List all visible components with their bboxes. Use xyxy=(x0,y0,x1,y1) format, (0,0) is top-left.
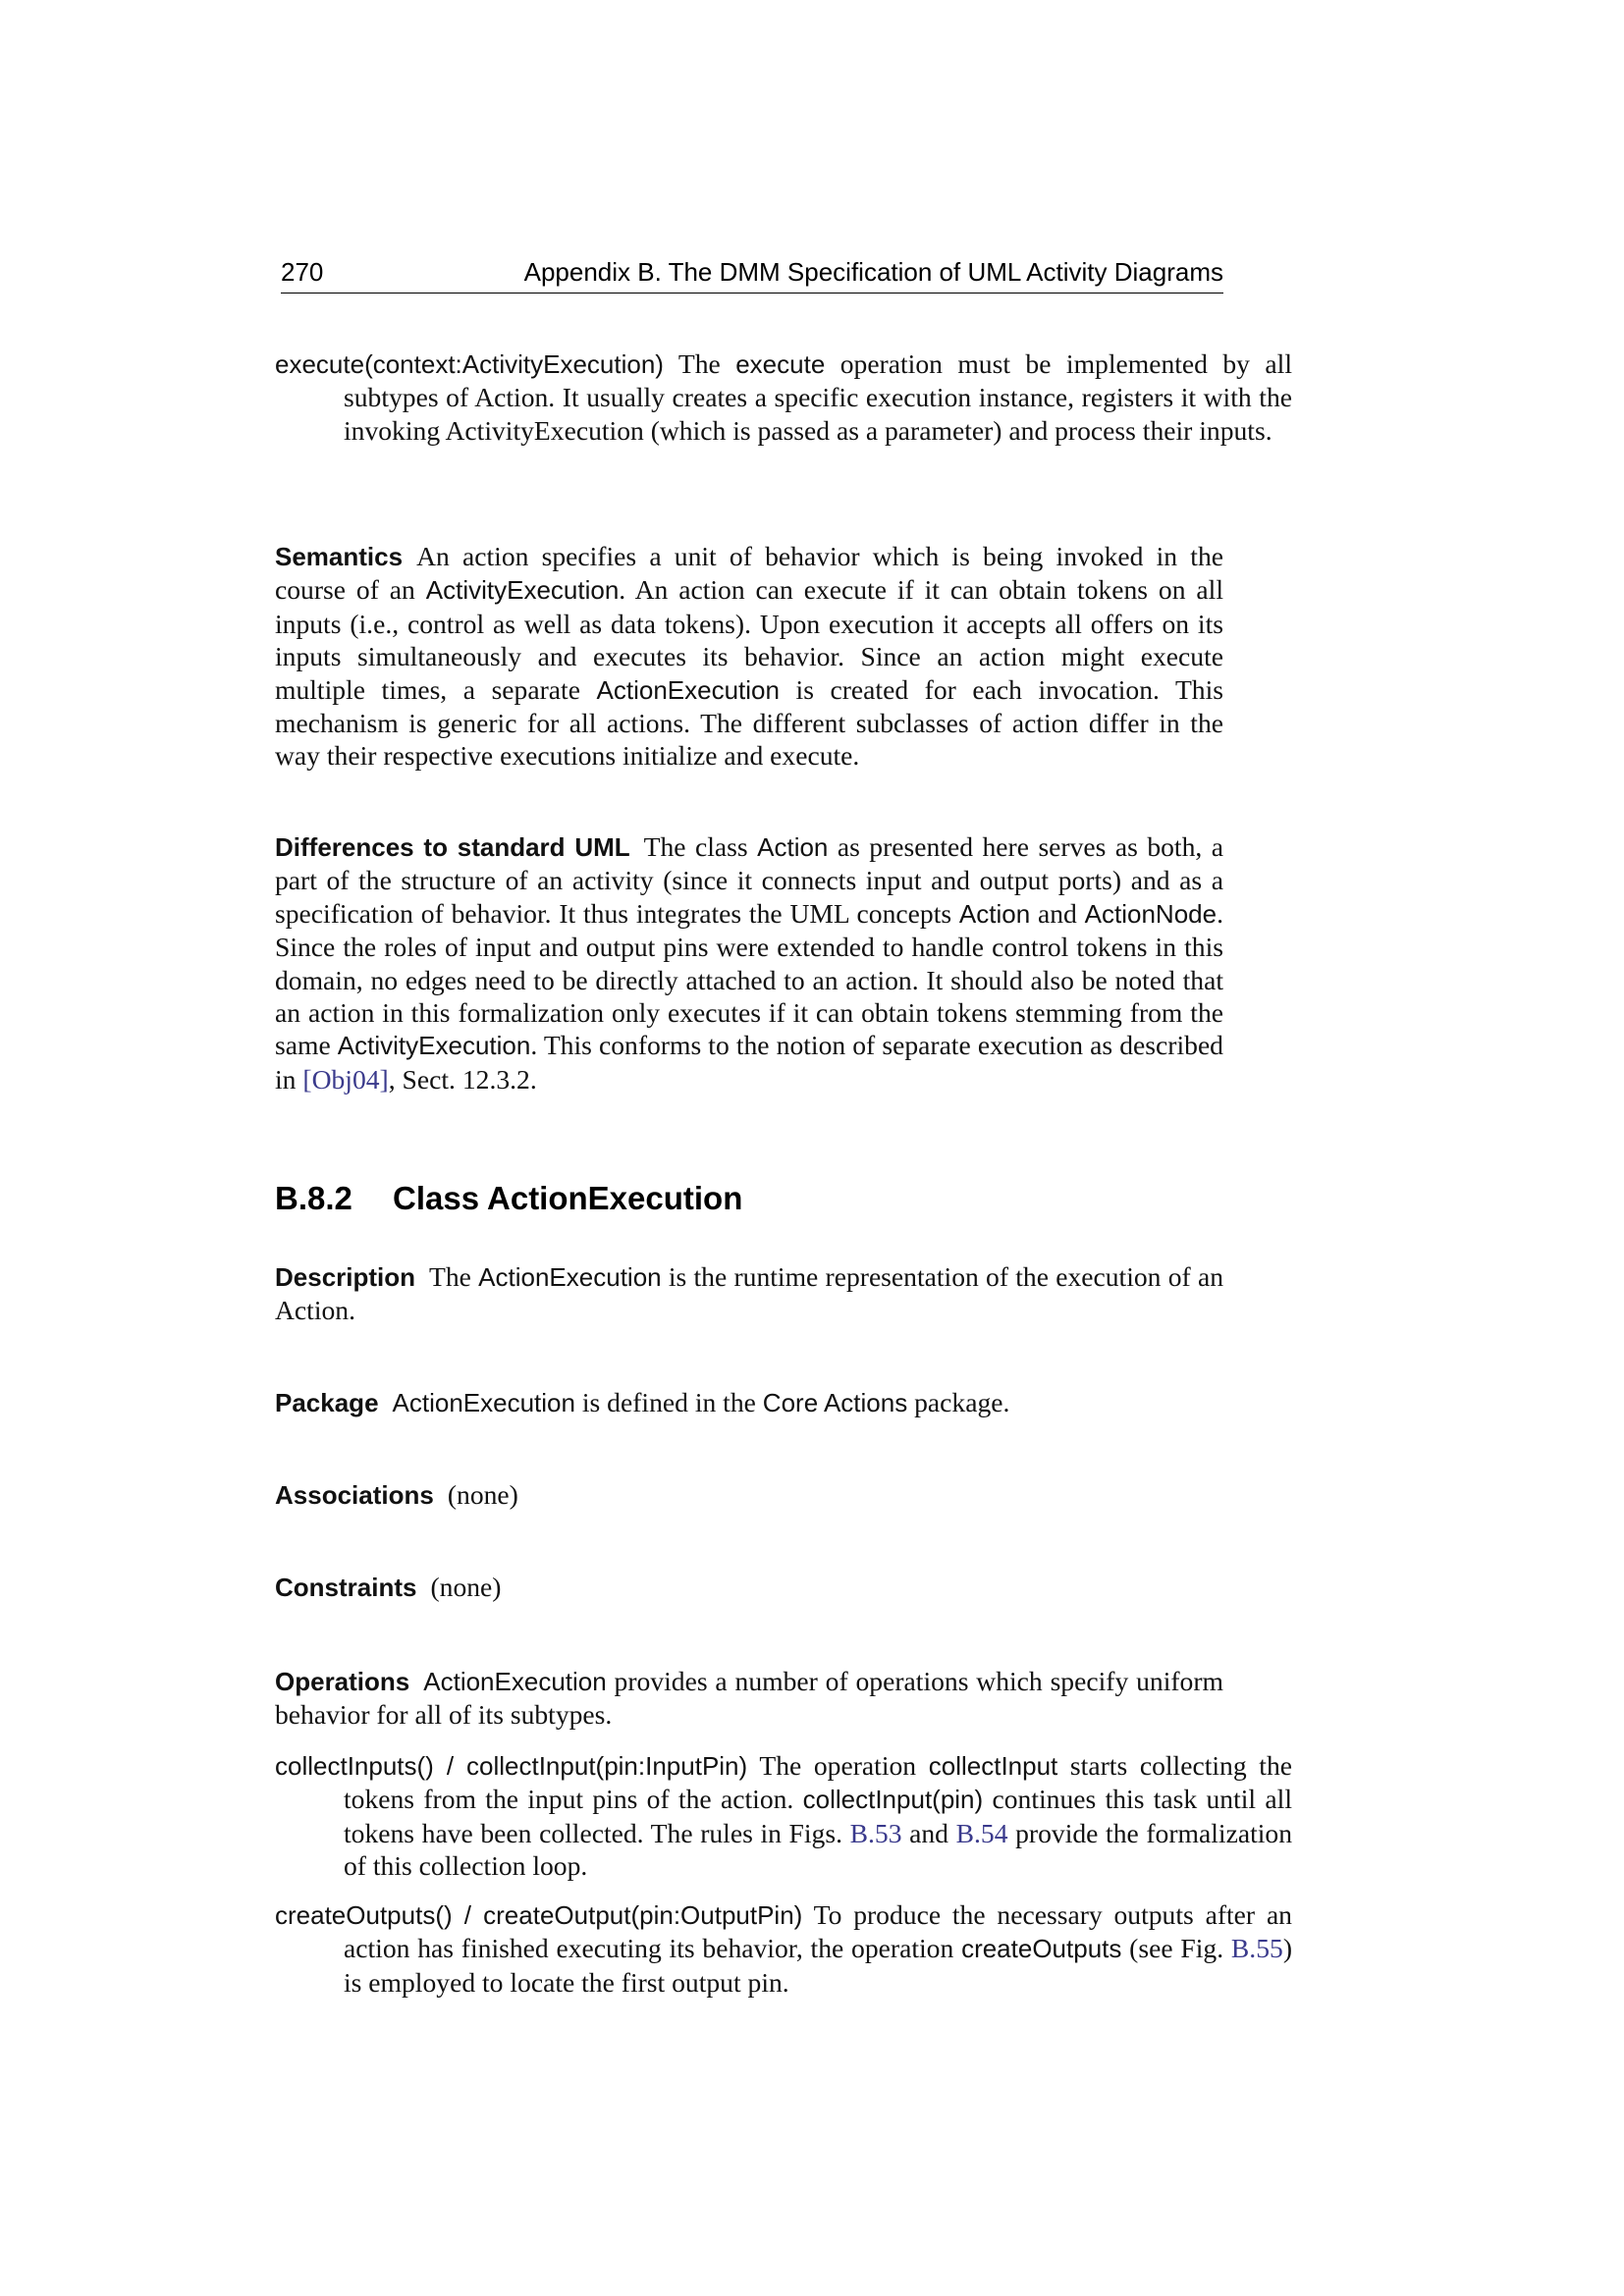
associations-paragraph: Associations (none) xyxy=(275,1479,518,1510)
operation-signature: collectInputs() / collectInput(pin:InputPin) xyxy=(275,1751,748,1781)
section-number: B.8.2 xyxy=(275,1180,352,1216)
running-title: Appendix B. The DMM Specification of UML Activity Diagrams xyxy=(523,257,1223,287)
associations-heading: Associations xyxy=(275,1480,434,1510)
operation-signature: createOutputs() / createOutput(pin:OutputPin) xyxy=(275,1900,803,1930)
figure-link-b53[interactable]: B.53 xyxy=(849,1817,902,1848)
figure-link-b54[interactable]: B.54 xyxy=(955,1817,1008,1848)
running-header xyxy=(281,257,1223,294)
operation-collect-inputs: collectInputs() / collectInput(pin:InputPin) The operation collectInput starts collecting the tokens from the input pins of the action. collectInput(pin) continues this task until all tokens have been collected. The rules in Figs. B.53 and B.54 provide the formalization of this collection loop. xyxy=(275,1750,1292,1882)
description-heading: Description xyxy=(275,1262,416,1292)
section-title: Class ActionExecution xyxy=(393,1180,743,1216)
package-heading: Package xyxy=(275,1388,379,1417)
semantics-heading: Semantics xyxy=(275,542,404,571)
differences-heading: Differences to standard UML xyxy=(275,832,630,862)
operations-heading: Operations xyxy=(275,1667,410,1696)
constraints-heading: Constraints xyxy=(275,1573,417,1602)
operations-paragraph: Operations ActionExecution provides a number of operations which specify uniform behavior for all of its subtypes. xyxy=(275,1666,1223,1731)
page-number: 270 xyxy=(281,257,324,287)
figure-link-b55[interactable]: B.55 xyxy=(1230,1933,1283,1964)
package-paragraph: Package ActionExecution is defined in the Core Actions package. xyxy=(275,1387,1010,1417)
constraints-paragraph: Constraints (none) xyxy=(275,1572,502,1602)
operation-execute: execute(context:ActivityExecution) The execute operation must be implemented by all subtypes of Action. It usually creates a specific execution instance, registers it with the invoking ActivityExecution (which is passed as a parameter) and process their inputs. xyxy=(275,348,1292,446)
operation-create-outputs: createOutputs() / createOutput(pin:OutputPin) To produce the necessary outputs after an action has finished executing its behavior, the operation createOutputs (see Fig. B.55) is employed to locate the first output pin. xyxy=(275,1899,1293,1998)
semantics-paragraph: Semantics An action specifies a unit of behavior which is being invoked in the course of an ActivityExecution. An action can execute if it can obtain tokens on all inputs (i.e., control as well as data tokens). Upon execution it accepts all offers on its inputs simultaneously and executes its behavior. Since an action might execute multiple times, a separate ActionExecution is created for each invocation. This mechanism is generic for all actions. The different subclasses of action differ in the way their respective executions initialize and execute. xyxy=(275,541,1224,772)
citation-link[interactable]: [Obj04] xyxy=(302,1063,389,1095)
section-heading xyxy=(275,1180,742,1217)
differences-paragraph: Differences to standard UML The class Action as presented here serves as both, a part of the structure of an activity (since it connects input and output ports) and as a specification of behavior. It thus integrates the UML concepts Action and ActionNode. Since the roles of input and output pins were extended to handle control tokens in this domain, no edges need to be directly attached to an action. It should also be noted that an action in this formalization only executes if it can obtain tokens stemming from the same ActivityExecution. This conforms to the notion of separate execution as described in [Obj04], Sect. 12.3.2. xyxy=(275,831,1223,1095)
operation-signature: execute(context:ActivityExecution) xyxy=(275,349,664,379)
description-paragraph: Description The ActionExecution is the runtime representation of the execution of an Action. xyxy=(275,1261,1223,1326)
